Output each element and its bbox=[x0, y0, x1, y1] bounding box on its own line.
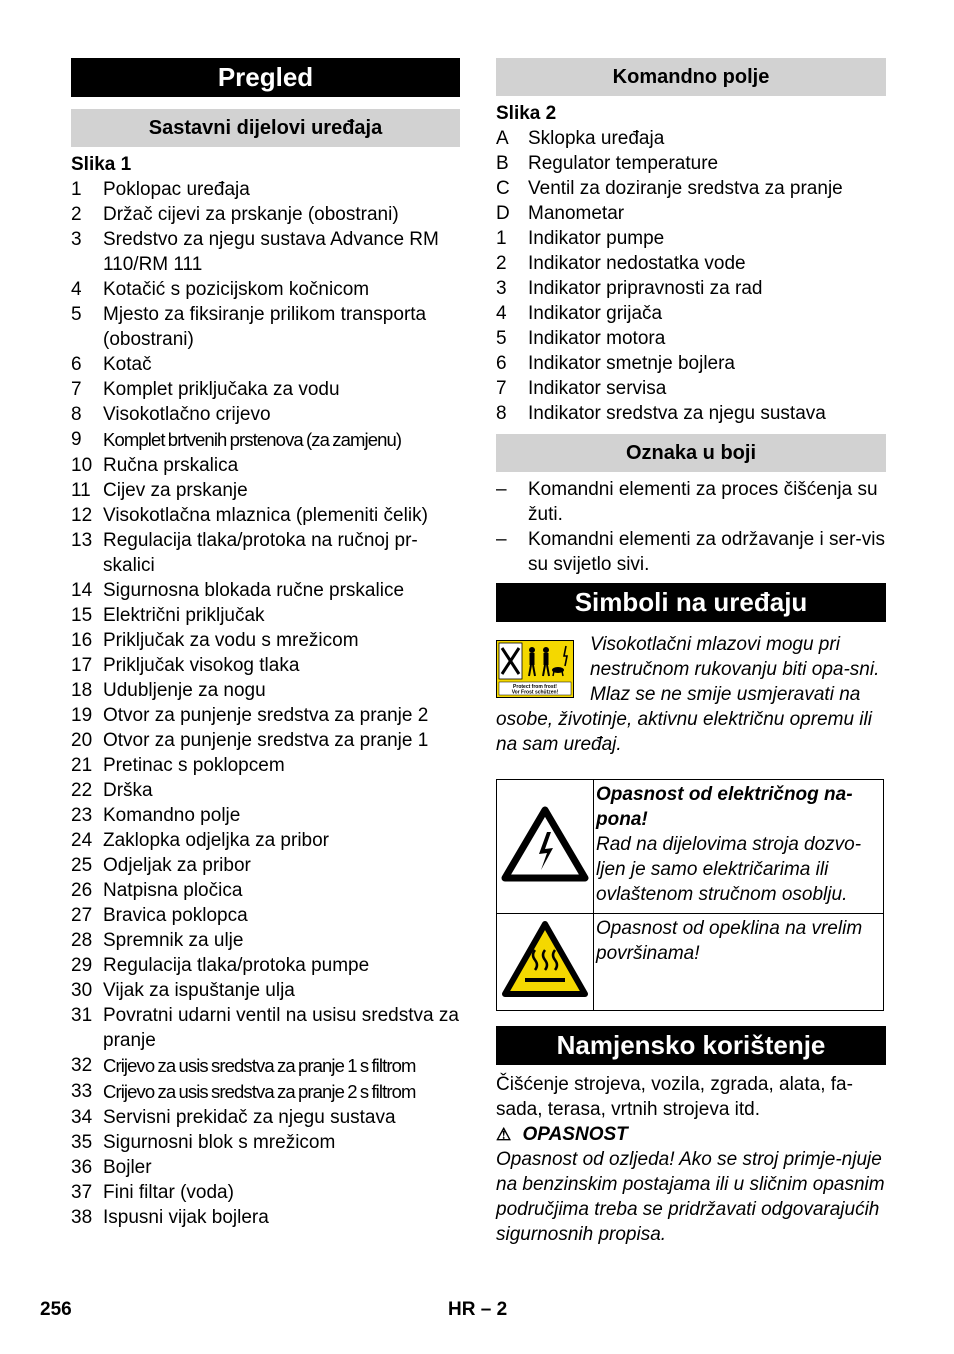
item-number: 7 bbox=[496, 378, 507, 399]
item-text: Regulator temperature bbox=[528, 153, 719, 174]
figure-label-2: Slika 2 bbox=[496, 103, 557, 124]
item-number: 27 bbox=[71, 905, 93, 926]
control-panel-list bbox=[496, 126, 886, 426]
svg-text:Vor Frost schützen!: Vor Frost schützen! bbox=[511, 689, 559, 696]
item-text: Indikator grijača bbox=[528, 303, 663, 324]
warning-table bbox=[496, 779, 884, 1011]
item-text: Indikator pripravnosti za rad bbox=[528, 278, 763, 299]
item-text: Cijev za prskanje bbox=[103, 480, 248, 501]
item-text: Otvor za punjenje sredstva za pranje 2 bbox=[103, 705, 429, 726]
list-item bbox=[496, 401, 886, 426]
item-number: – bbox=[496, 479, 507, 500]
electric-warning-cell bbox=[497, 780, 594, 914]
item-number: 18 bbox=[71, 680, 93, 701]
item-text: Otvor za punjenje sredstva za pranje 1 bbox=[103, 730, 429, 751]
list-item bbox=[71, 277, 460, 302]
item-number: 21 bbox=[71, 755, 93, 776]
list-item bbox=[71, 1079, 460, 1105]
list-item bbox=[71, 928, 460, 953]
electric-voltage-warning-icon bbox=[501, 806, 589, 882]
list-item bbox=[71, 1130, 460, 1155]
item-text: Fini filtar (voda) bbox=[103, 1182, 234, 1203]
item-text: Priključak visokog tlaka bbox=[103, 655, 300, 676]
item-number: 5 bbox=[71, 304, 82, 325]
list-item bbox=[496, 477, 886, 527]
list-item bbox=[71, 628, 460, 653]
list-item bbox=[71, 678, 460, 703]
item-text: Natpisna pločica bbox=[103, 880, 243, 901]
item-number: 23 bbox=[71, 805, 93, 826]
item-number: 11 bbox=[71, 480, 91, 501]
item-text: Servisni prekidač za njegu sustava bbox=[103, 1107, 396, 1128]
item-number: 4 bbox=[71, 279, 82, 300]
list-item bbox=[71, 828, 460, 853]
item-text: Indikator smetnje bojlera bbox=[528, 353, 735, 374]
item-number: 37 bbox=[71, 1182, 93, 1203]
list-item bbox=[71, 878, 460, 903]
item-text: Sredstvo za njegu sustava Advance RM 110/RM 111 bbox=[103, 229, 439, 275]
item-text: Regulacija tlaka/protoka pumpe bbox=[103, 955, 370, 976]
item-number: 3 bbox=[71, 229, 82, 250]
list-item bbox=[71, 778, 460, 803]
item-number: 33 bbox=[71, 1081, 93, 1102]
item-text: Sklopka uređaja bbox=[528, 128, 665, 149]
list-item bbox=[496, 376, 886, 401]
item-number: 2 bbox=[496, 253, 507, 274]
electric-warning-title: Opasnost od električnog na-pona! bbox=[596, 784, 853, 830]
item-number: 7 bbox=[71, 379, 82, 400]
item-number: 14 bbox=[71, 580, 93, 601]
item-text: Bojler bbox=[103, 1157, 152, 1178]
item-text: Spremnik za ulje bbox=[103, 930, 244, 951]
item-text: Komandni elementi za proces čišćenja su žuti. bbox=[528, 479, 878, 525]
list-item bbox=[496, 351, 886, 376]
item-number: 26 bbox=[71, 880, 93, 901]
item-text: Ventil za doziranje sredstva za pranje bbox=[528, 178, 843, 199]
jet-warning-text: Visokotlačni mlazovi mogu pri nestručnom rukovanju biti opa-sni. Mlaz se ne smije usmjeravati na osobe, životinje, aktivnu električnu opremu ili na sam uređaj. bbox=[496, 634, 880, 755]
item-number: 5 bbox=[496, 328, 507, 349]
list-item bbox=[71, 853, 460, 878]
list-item bbox=[496, 226, 886, 251]
item-text: Visokotlačna mlaznica (plemeniti čelik) bbox=[103, 505, 428, 526]
item-number: 2 bbox=[71, 204, 82, 225]
hot-surface-warning-icon bbox=[501, 920, 589, 1000]
warning-triangle-icon: ⚠ bbox=[496, 1125, 512, 1144]
page-number: 256 bbox=[40, 1299, 72, 1320]
list-item bbox=[496, 251, 886, 276]
danger-heading: ⚠ OPASNOST bbox=[496, 1124, 628, 1145]
item-number: 10 bbox=[71, 455, 93, 476]
item-text: Crijevo za usis sredstva za pranje 2 s filtrom bbox=[103, 1081, 416, 1102]
item-text: Indikator pumpe bbox=[528, 228, 665, 249]
item-number: 16 bbox=[71, 630, 93, 651]
jet-warning-block bbox=[496, 632, 886, 767]
item-text: Električni priključak bbox=[103, 605, 265, 626]
subheading-oznaka-u-boji: Oznaka u boji bbox=[496, 434, 886, 472]
item-number: 8 bbox=[71, 404, 82, 425]
item-text: Poklopac uređaja bbox=[103, 179, 250, 200]
list-item bbox=[71, 653, 460, 678]
item-number: 29 bbox=[71, 955, 93, 976]
list-item bbox=[71, 528, 460, 578]
item-text: Sigurnosni blok s mrežicom bbox=[103, 1132, 336, 1153]
list-item bbox=[71, 1003, 460, 1053]
item-number: 30 bbox=[71, 980, 93, 1001]
section-heading-pregled: Pregled bbox=[71, 58, 460, 97]
item-number: 31 bbox=[71, 1005, 93, 1026]
subheading-sastavni-dijelovi: Sastavni dijelovi uređaja bbox=[71, 109, 460, 147]
item-text: Udubljenje za nogu bbox=[103, 680, 266, 701]
item-text: Indikator sredstva za njegu sustava bbox=[528, 403, 826, 424]
item-number: 22 bbox=[71, 780, 93, 801]
item-text: Mjesto za fiksiranje prilikom transporta (obostrani) bbox=[103, 304, 427, 350]
item-number: 25 bbox=[71, 855, 93, 876]
item-number: 1 bbox=[496, 228, 507, 249]
item-text: Visokotlačno crijevo bbox=[103, 404, 271, 425]
list-item bbox=[71, 1205, 460, 1230]
item-number: 32 bbox=[71, 1055, 93, 1076]
item-text: Ispusni vijak bojlera bbox=[103, 1207, 269, 1228]
list-item bbox=[71, 578, 460, 603]
item-text: Indikator servisa bbox=[528, 378, 667, 399]
item-text: Ručna prskalica bbox=[103, 455, 239, 476]
list-item bbox=[496, 201, 886, 226]
list-item bbox=[71, 603, 460, 628]
item-number: 38 bbox=[71, 1207, 93, 1228]
list-item bbox=[496, 151, 886, 176]
item-text: Kotač bbox=[103, 354, 152, 375]
svg-text:Protect from frost!: Protect from frost! bbox=[513, 684, 557, 690]
item-text: Komandno polje bbox=[103, 805, 241, 826]
page-section: HR – 2 bbox=[448, 1299, 508, 1320]
item-number: – bbox=[496, 529, 507, 550]
list-item bbox=[496, 176, 886, 201]
item-number: 6 bbox=[496, 353, 507, 374]
item-text: Držač cijevi za prskanje (obostrani) bbox=[103, 204, 399, 225]
item-number: 34 bbox=[71, 1107, 93, 1128]
list-item bbox=[496, 527, 886, 577]
list-item bbox=[71, 1053, 460, 1079]
item-number: 3 bbox=[496, 278, 507, 299]
item-text: Manometar bbox=[528, 203, 625, 224]
list-item bbox=[71, 352, 460, 377]
subheading-komandno-polje: Komandno polje bbox=[496, 58, 886, 96]
item-text: Vijak za ispuštanje ulja bbox=[103, 980, 295, 1001]
item-text: Regulacija tlaka/protoka na ručnoj pr-skalici bbox=[103, 530, 418, 576]
list-item bbox=[71, 478, 460, 503]
list-item bbox=[71, 978, 460, 1003]
item-number: 4 bbox=[496, 303, 507, 324]
parts-list bbox=[71, 177, 460, 1230]
item-number: 8 bbox=[496, 403, 507, 424]
list-item bbox=[71, 728, 460, 753]
list-item bbox=[71, 302, 460, 352]
item-number: 28 bbox=[71, 930, 93, 951]
list-item bbox=[71, 377, 460, 402]
item-number: 35 bbox=[71, 1132, 93, 1153]
item-number: D bbox=[496, 203, 510, 224]
list-item bbox=[496, 276, 886, 301]
item-text: Crijevo za usis sredstva za pranje 1 s filtrom bbox=[103, 1055, 416, 1076]
list-item bbox=[71, 227, 460, 277]
item-text: Odjeljak za pribor bbox=[103, 855, 251, 876]
item-text: Zaklopka odjeljka za pribor bbox=[103, 830, 330, 851]
item-number: A bbox=[496, 128, 509, 149]
item-text: Priključak za vodu s mrežicom bbox=[103, 630, 359, 651]
item-number: 20 bbox=[71, 730, 93, 751]
list-item bbox=[71, 202, 460, 227]
list-item bbox=[71, 1155, 460, 1180]
item-number: 12 bbox=[71, 505, 93, 526]
item-text: Bravica poklopca bbox=[103, 905, 248, 926]
item-number: C bbox=[496, 178, 510, 199]
item-number: 1 bbox=[71, 179, 82, 200]
item-text: Indikator motora bbox=[528, 328, 666, 349]
section-heading-namjensko: Namjensko korištenje bbox=[496, 1026, 886, 1065]
color-code-list bbox=[496, 477, 886, 577]
item-number: 9 bbox=[71, 429, 82, 450]
list-item bbox=[71, 753, 460, 778]
item-text: Komplet priključaka za vodu bbox=[103, 379, 340, 400]
item-text: Povratni udarni ventil na usisu sredstva za pranje bbox=[103, 1005, 459, 1051]
hot-surface-warning-text: Opasnost od opeklina na vrelim površinama! bbox=[596, 918, 863, 964]
item-text: Sigurnosna blokada ručne prskalice bbox=[103, 580, 405, 601]
hot-surface-warning-cell bbox=[497, 914, 594, 1011]
list-item bbox=[71, 427, 460, 453]
list-item bbox=[496, 126, 886, 151]
list-item bbox=[71, 903, 460, 928]
list-item bbox=[71, 803, 460, 828]
item-number: 36 bbox=[71, 1157, 93, 1178]
item-number: 15 bbox=[71, 605, 93, 626]
right-column bbox=[496, 58, 886, 1247]
list-item bbox=[71, 703, 460, 728]
item-number: 6 bbox=[71, 354, 82, 375]
list-item bbox=[71, 1105, 460, 1130]
list-item bbox=[71, 503, 460, 528]
item-number: 19 bbox=[71, 705, 93, 726]
item-text: Drška bbox=[103, 780, 153, 801]
item-text: Komandni elementi za održavanje i ser-vis su svijetlo sivi. bbox=[528, 529, 885, 575]
list-item bbox=[71, 402, 460, 427]
list-item bbox=[71, 453, 460, 478]
item-text: Pretinac s poklopcem bbox=[103, 755, 285, 776]
list-item bbox=[71, 953, 460, 978]
item-text: Indikator nedostatka vode bbox=[528, 253, 746, 274]
item-number: 24 bbox=[71, 830, 93, 851]
item-number: B bbox=[496, 153, 509, 174]
electric-warning-text: Rad na dijelovima stroja dozvo-ljen je samo električarima ili ovlaštenom stručnom osoblju. bbox=[596, 834, 862, 905]
list-item bbox=[71, 177, 460, 202]
left-column bbox=[71, 58, 460, 1230]
figure-label-1: Slika 1 bbox=[71, 154, 132, 175]
item-number: 13 bbox=[71, 530, 93, 551]
danger-text: Opasnost od ozljeda! Ako se stroj primje-njuje na benzinskim postajama ili u sličnim opasnim područjima treba se pridržavati odgovarajućih sigurnosnih propisa. bbox=[496, 1149, 885, 1245]
list-item bbox=[496, 301, 886, 326]
item-number: 17 bbox=[71, 655, 93, 676]
section-heading-simboli: Simboli na uređaju bbox=[496, 583, 886, 622]
list-item bbox=[71, 1180, 460, 1205]
intended-use-text: Čišćenje strojeva, vozila, zgrada, alata, fa-sada, terasa, vrtnih strojeva itd. bbox=[496, 1074, 853, 1120]
item-text: Kotačić s pozicijskom kočnicom bbox=[103, 279, 370, 300]
item-text: Komplet brtvenih prstenova (za zamjenu) bbox=[103, 429, 402, 450]
list-item bbox=[496, 326, 886, 351]
